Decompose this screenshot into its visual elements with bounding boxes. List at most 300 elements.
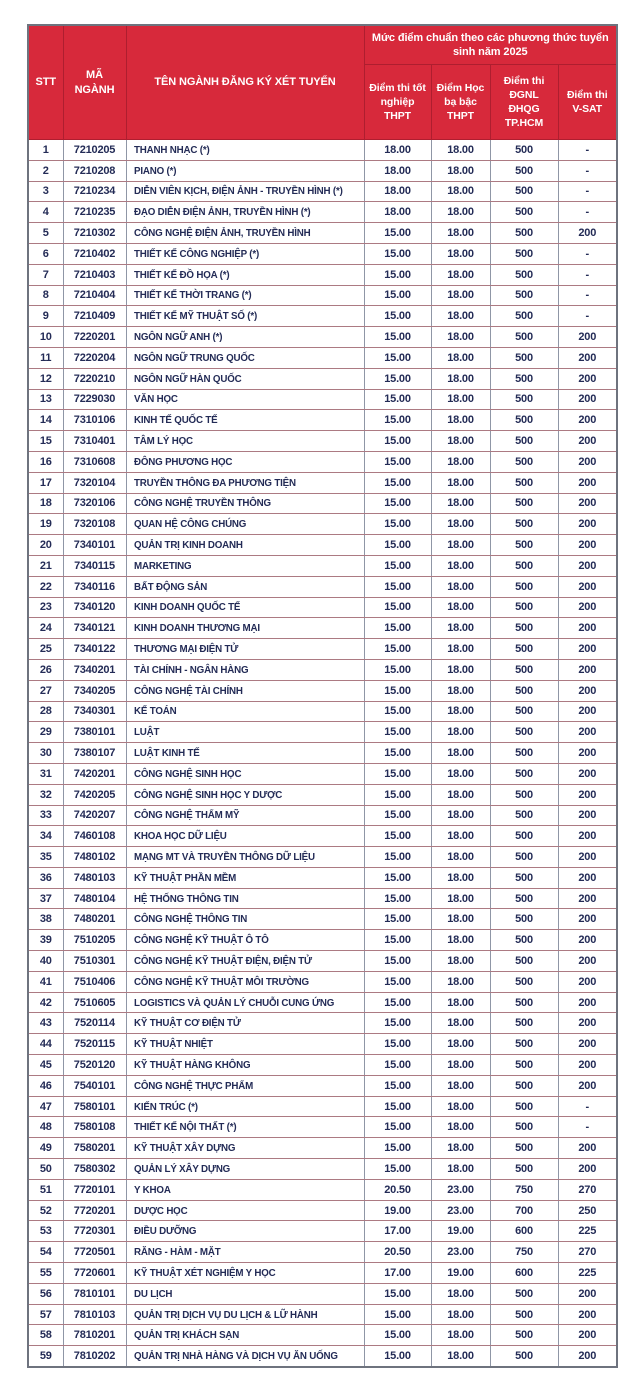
major-code-cell: 7340101	[63, 535, 126, 556]
score-thpt-cell: 15.00	[364, 659, 431, 680]
table-row	[28, 826, 617, 847]
score-hocba-cell: 18.00	[431, 368, 490, 389]
stt-cell: 21	[28, 555, 63, 576]
score-thpt-cell: 15.00	[364, 597, 431, 618]
score-thpt-cell: 15.00	[364, 1075, 431, 1096]
major-code-cell: 7380107	[63, 743, 126, 764]
stt-cell: 17	[28, 472, 63, 493]
stt-cell: 13	[28, 389, 63, 410]
major-name-cell	[126, 930, 364, 951]
score-vsat-cell: 250	[558, 1200, 617, 1221]
stt-cell: 2	[28, 160, 63, 181]
score-hocba-cell: 18.00	[431, 1117, 490, 1138]
major-name-cell	[126, 140, 364, 161]
major-name-cell	[126, 743, 364, 764]
major-name-cell	[126, 847, 364, 868]
score-dgnl-cell: 500	[490, 659, 558, 680]
score-dgnl-cell: 500	[490, 847, 558, 868]
score-vsat-cell: 200	[558, 555, 617, 576]
major-name-cell	[126, 826, 364, 847]
major-code-cell: 7580101	[63, 1096, 126, 1117]
score-hocba-cell: 18.00	[431, 327, 490, 348]
score-hocba-cell: 18.00	[431, 680, 490, 701]
score-thpt-cell: 15.00	[364, 555, 431, 576]
major-name-cell	[126, 701, 364, 722]
major-name-cell	[126, 1242, 364, 1263]
stt-cell: 11	[28, 347, 63, 368]
major-code-cell: 7720101	[63, 1179, 126, 1200]
score-vsat-cell: 200	[558, 368, 617, 389]
score-hocba-cell: 18.00	[431, 223, 490, 244]
score-dgnl-cell: 500	[490, 576, 558, 597]
table-row	[28, 722, 617, 743]
table-row	[28, 1179, 617, 1200]
score-thpt-cell: 15.00	[364, 493, 431, 514]
score-thpt-cell: 15.00	[364, 805, 431, 826]
score-vsat-cell: 200	[558, 659, 617, 680]
major-name-text: NGÔN NGỮ ANH (*)	[133, 331, 222, 344]
major-name-cell	[126, 1138, 364, 1159]
score-vsat-cell: 200	[558, 431, 617, 452]
score-vsat-cell: 200	[558, 597, 617, 618]
score-hocba-cell: 18.00	[431, 867, 490, 888]
score-hocba-cell: 18.00	[431, 576, 490, 597]
score-vsat-cell: 200	[558, 535, 617, 556]
major-code-cell: 7520115	[63, 1034, 126, 1055]
score-thpt-cell: 15.00	[364, 992, 431, 1013]
stt-cell: 31	[28, 763, 63, 784]
score-thpt-cell: 20.50	[364, 1242, 431, 1263]
score-thpt-cell: 15.00	[364, 451, 431, 472]
score-dgnl-cell: 500	[490, 327, 558, 348]
score-hocba-cell: 18.00	[431, 722, 490, 743]
score-vsat-cell: -	[558, 140, 617, 161]
score-dgnl-cell: 500	[490, 701, 558, 722]
score-thpt-cell: 18.00	[364, 202, 431, 223]
major-name-text: THIẾT KẾ NỘI THẤT (*)	[133, 1121, 236, 1134]
major-name-text: CÔNG NGHỆ KỸ THUẬT MÔI TRƯỜNG	[133, 975, 309, 988]
score-dgnl-cell: 500	[490, 1055, 558, 1076]
score-vsat-cell: 200	[558, 971, 617, 992]
score-thpt-cell: 15.00	[364, 410, 431, 431]
major-code-cell: 7210234	[63, 181, 126, 202]
table-row	[28, 368, 617, 389]
score-hocba-cell: 18.00	[431, 1096, 490, 1117]
score-thpt-cell: 15.00	[364, 327, 431, 348]
stt-cell: 39	[28, 930, 63, 951]
major-name-cell	[126, 576, 364, 597]
score-thpt-cell: 18.00	[364, 140, 431, 161]
score-thpt-cell: 15.00	[364, 867, 431, 888]
score-thpt-cell: 15.00	[364, 285, 431, 306]
table-row	[28, 680, 617, 701]
major-name-cell	[126, 639, 364, 660]
stt-cell: 25	[28, 639, 63, 660]
score-hocba-cell: 18.00	[431, 826, 490, 847]
stt-cell: 10	[28, 327, 63, 348]
score-hocba-cell: 18.00	[431, 888, 490, 909]
major-name-text: ĐÔNG PHƯƠNG HỌC	[133, 455, 232, 468]
table-row	[28, 639, 617, 660]
score-vsat-cell: 200	[558, 826, 617, 847]
stt-cell: 34	[28, 826, 63, 847]
major-code-cell: 7210402	[63, 243, 126, 264]
major-code-cell: 7510605	[63, 992, 126, 1013]
major-code-cell: 7420205	[63, 784, 126, 805]
score-hocba-cell: 18.00	[431, 951, 490, 972]
stt-cell: 12	[28, 368, 63, 389]
table-row	[28, 1159, 617, 1180]
score-thpt-cell: 18.00	[364, 181, 431, 202]
major-name-cell	[126, 1346, 364, 1367]
table-row	[28, 1034, 617, 1055]
score-hocba-cell: 18.00	[431, 763, 490, 784]
score-dgnl-cell: 500	[490, 930, 558, 951]
score-dgnl-cell: 500	[490, 1346, 558, 1367]
stt-cell: 27	[28, 680, 63, 701]
score-vsat-cell: 200	[558, 1304, 617, 1325]
stt-cell: 28	[28, 701, 63, 722]
stt-cell: 4	[28, 202, 63, 223]
major-code-cell: 7580201	[63, 1138, 126, 1159]
stt-cell: 24	[28, 618, 63, 639]
score-hocba-cell: 19.00	[431, 1263, 490, 1284]
score-dgnl-cell: 500	[490, 368, 558, 389]
score-vsat-cell: 270	[558, 1179, 617, 1200]
major-name-text: QUAN HỆ CÔNG CHÚNG	[133, 518, 246, 531]
stt-cell: 19	[28, 514, 63, 535]
score-vsat-cell: 200	[558, 992, 617, 1013]
major-name-text: Y KHOA	[133, 1183, 171, 1196]
score-hocba-cell: 18.00	[431, 243, 490, 264]
score-vsat-cell: 200	[558, 493, 617, 514]
table-row	[28, 597, 617, 618]
score-thpt-cell: 15.00	[364, 763, 431, 784]
major-name-text: NGÔN NGỮ TRUNG QUỐC	[133, 351, 255, 364]
table-row	[28, 1346, 617, 1367]
major-code-cell: 7810202	[63, 1346, 126, 1367]
score-vsat-cell: -	[558, 1096, 617, 1117]
score-dgnl-cell: 500	[490, 202, 558, 223]
score-vsat-cell: -	[558, 1117, 617, 1138]
stt-cell: 43	[28, 1013, 63, 1034]
column-header-dgnl-score: Điểm thi ĐGNL ĐHQG TP.HCM	[490, 65, 558, 140]
major-code-cell: 7810101	[63, 1283, 126, 1304]
stt-cell: 7	[28, 264, 63, 285]
score-hocba-cell: 18.00	[431, 659, 490, 680]
table-row	[28, 930, 617, 951]
score-vsat-cell: 200	[558, 847, 617, 868]
stt-cell: 15	[28, 431, 63, 452]
score-dgnl-cell: 500	[490, 1283, 558, 1304]
stt-cell: 29	[28, 722, 63, 743]
score-vsat-cell: 200	[558, 1138, 617, 1159]
score-vsat-cell: 200	[558, 930, 617, 951]
score-hocba-cell: 18.00	[431, 140, 490, 161]
table-row	[28, 992, 617, 1013]
score-thpt-cell: 15.00	[364, 389, 431, 410]
major-name-cell	[126, 784, 364, 805]
score-dgnl-cell: 500	[490, 680, 558, 701]
stt-cell: 35	[28, 847, 63, 868]
stt-cell: 23	[28, 597, 63, 618]
major-name-text: CÔNG NGHỆ THÔNG TIN	[133, 913, 247, 926]
score-hocba-cell: 18.00	[431, 1075, 490, 1096]
score-dgnl-cell: 500	[490, 389, 558, 410]
table-row	[28, 659, 617, 680]
major-code-cell: 7320104	[63, 472, 126, 493]
major-code-cell: 7510205	[63, 930, 126, 951]
major-name-text: KỸ THUẬT CƠ ĐIỆN TỬ	[133, 1017, 241, 1030]
table-row	[28, 1200, 617, 1221]
score-vsat-cell: 200	[558, 1013, 617, 1034]
stt-cell: 20	[28, 535, 63, 556]
score-thpt-cell: 15.00	[364, 847, 431, 868]
score-dgnl-cell: 500	[490, 888, 558, 909]
major-code-cell: 7480201	[63, 909, 126, 930]
score-vsat-cell: 200	[558, 410, 617, 431]
major-code-cell: 7480103	[63, 867, 126, 888]
major-name-text: LUẬT	[133, 726, 159, 739]
table-row	[28, 951, 617, 972]
major-name-text: DU LỊCH	[133, 1287, 172, 1300]
score-dgnl-cell: 500	[490, 867, 558, 888]
table-row	[28, 1325, 617, 1346]
score-dgnl-cell: 700	[490, 1200, 558, 1221]
major-name-text: THIẾT KẾ MỸ THUẬT SỐ (*)	[133, 310, 257, 323]
stt-cell: 47	[28, 1096, 63, 1117]
major-name-cell	[126, 306, 364, 327]
major-code-cell: 7810103	[63, 1304, 126, 1325]
major-name-text: TÀI CHÍNH - NGÂN HÀNG	[133, 663, 248, 676]
score-thpt-cell: 15.00	[364, 1034, 431, 1055]
score-hocba-cell: 18.00	[431, 1034, 490, 1055]
major-name-cell	[126, 410, 364, 431]
column-header-major-name: TÊN NGÀNH ĐĂNG KÝ XÉT TUYỂN	[126, 25, 364, 140]
table-row	[28, 514, 617, 535]
score-hocba-cell: 23.00	[431, 1242, 490, 1263]
score-dgnl-cell: 600	[490, 1221, 558, 1242]
stt-cell: 59	[28, 1346, 63, 1367]
major-name-cell	[126, 535, 364, 556]
major-name-text: CÔNG NGHỆ ĐIỆN ẢNH, TRUYỀN HÌNH	[133, 227, 311, 240]
major-name-text: CÔNG NGHỆ TÀI CHÍNH	[133, 684, 243, 697]
major-name-text: KINH DOANH THƯƠNG MẠI	[133, 622, 260, 635]
stt-cell: 3	[28, 181, 63, 202]
major-code-cell: 7520114	[63, 1013, 126, 1034]
score-thpt-cell: 15.00	[364, 951, 431, 972]
score-dgnl-cell: 500	[490, 514, 558, 535]
score-vsat-cell: 200	[558, 1075, 617, 1096]
score-dgnl-cell: 500	[490, 285, 558, 306]
score-thpt-cell: 15.00	[364, 535, 431, 556]
score-dgnl-cell: 600	[490, 1263, 558, 1284]
major-name-cell	[126, 618, 364, 639]
score-hocba-cell: 23.00	[431, 1179, 490, 1200]
score-vsat-cell: 270	[558, 1242, 617, 1263]
major-code-cell: 7340201	[63, 659, 126, 680]
major-code-cell: 7320108	[63, 514, 126, 535]
stt-cell: 14	[28, 410, 63, 431]
table-row	[28, 451, 617, 472]
table-row	[28, 1117, 617, 1138]
score-vsat-cell: 200	[558, 1034, 617, 1055]
major-name-cell	[126, 493, 364, 514]
score-thpt-cell: 15.00	[364, 243, 431, 264]
column-header-major-code: MÃ NGÀNH	[63, 25, 126, 140]
major-code-cell: 7520120	[63, 1055, 126, 1076]
score-thpt-cell: 15.00	[364, 347, 431, 368]
table-row	[28, 867, 617, 888]
score-dgnl-cell: 500	[490, 555, 558, 576]
major-code-cell: 7540101	[63, 1075, 126, 1096]
score-thpt-cell: 15.00	[364, 576, 431, 597]
table-row	[28, 431, 617, 452]
score-thpt-cell: 15.00	[364, 930, 431, 951]
major-name-text: NGÔN NGỮ HÀN QUỐC	[133, 372, 241, 385]
major-code-cell: 7210208	[63, 160, 126, 181]
major-code-cell: 7210403	[63, 264, 126, 285]
major-name-text: MẠNG MT VÀ TRUYỀN THÔNG DỮ LIỆU	[133, 850, 315, 863]
major-name-text: HỆ THỐNG THÔNG TIN	[133, 892, 239, 905]
score-vsat-cell: -	[558, 285, 617, 306]
score-hocba-cell: 18.00	[431, 1055, 490, 1076]
score-dgnl-cell: 500	[490, 264, 558, 285]
table-row	[28, 1075, 617, 1096]
score-dgnl-cell: 500	[490, 410, 558, 431]
table-row	[28, 784, 617, 805]
table-row	[28, 140, 617, 161]
score-dgnl-cell: 500	[490, 722, 558, 743]
score-thpt-cell: 15.00	[364, 909, 431, 930]
stt-cell: 40	[28, 951, 63, 972]
score-thpt-cell: 15.00	[364, 1159, 431, 1180]
score-hocba-cell: 18.00	[431, 514, 490, 535]
major-name-text: QUẢN TRỊ KINH DOANH	[133, 539, 243, 552]
score-dgnl-cell: 500	[490, 140, 558, 161]
major-code-cell: 7340301	[63, 701, 126, 722]
major-name-cell	[126, 327, 364, 348]
score-hocba-cell: 18.00	[431, 784, 490, 805]
score-vsat-cell: 200	[558, 701, 617, 722]
score-thpt-cell: 15.00	[364, 1013, 431, 1034]
table-row	[28, 243, 617, 264]
major-name-cell	[126, 951, 364, 972]
major-name-text: KINH TẾ QUỐC TẾ	[133, 414, 217, 427]
score-dgnl-cell: 500	[490, 1304, 558, 1325]
stt-cell: 56	[28, 1283, 63, 1304]
score-vsat-cell: 200	[558, 451, 617, 472]
column-header-thpt-exam-score: Điểm thi tốt nghiệp THPT	[364, 65, 431, 140]
table-row	[28, 1096, 617, 1117]
stt-cell: 46	[28, 1075, 63, 1096]
major-name-cell	[126, 1096, 364, 1117]
column-group-header-2025-methods: Mức điểm chuẩn theo các phương thức tuyển sinh năm 2025	[364, 25, 617, 65]
score-vsat-cell: 200	[558, 347, 617, 368]
major-name-cell	[126, 472, 364, 493]
score-hocba-cell: 18.00	[431, 1283, 490, 1304]
major-name-text: ĐIỀU DƯỠNG	[133, 1225, 196, 1238]
major-name-text: KỸ THUẬT NHIỆT	[133, 1038, 213, 1051]
major-name-cell	[126, 202, 364, 223]
score-thpt-cell: 15.00	[364, 306, 431, 327]
stt-cell: 8	[28, 285, 63, 306]
score-vsat-cell: 200	[558, 867, 617, 888]
major-name-cell	[126, 555, 364, 576]
major-code-cell: 7720601	[63, 1263, 126, 1284]
table-row	[28, 1221, 617, 1242]
score-hocba-cell: 18.00	[431, 639, 490, 660]
score-vsat-cell: 200	[558, 1159, 617, 1180]
major-code-cell: 7480102	[63, 847, 126, 868]
major-name-cell	[126, 763, 364, 784]
score-vsat-cell: -	[558, 243, 617, 264]
major-name-text: RĂNG - HÀM - MẶT	[133, 1246, 221, 1259]
major-name-cell	[126, 1200, 364, 1221]
score-thpt-cell: 15.00	[364, 680, 431, 701]
stt-cell: 51	[28, 1179, 63, 1200]
major-name-text: THANH NHẠC (*)	[133, 143, 210, 156]
major-name-cell	[126, 223, 364, 244]
score-hocba-cell: 18.00	[431, 1346, 490, 1367]
score-hocba-cell: 18.00	[431, 306, 490, 327]
score-vsat-cell: -	[558, 160, 617, 181]
major-name-cell	[126, 1304, 364, 1325]
major-code-cell: 7810201	[63, 1325, 126, 1346]
score-thpt-cell: 15.00	[364, 743, 431, 764]
major-name-cell	[126, 971, 364, 992]
score-thpt-cell: 15.00	[364, 1346, 431, 1367]
major-name-cell	[126, 1221, 364, 1242]
major-name-text: KIẾN TRÚC (*)	[133, 1100, 198, 1113]
major-name-text: KỸ THUẬT XÉT NGHIỆM Y HỌC	[133, 1266, 275, 1279]
major-code-cell: 7320106	[63, 493, 126, 514]
table-row	[28, 618, 617, 639]
table-body	[28, 140, 617, 1367]
table-row	[28, 202, 617, 223]
table-row	[28, 1013, 617, 1034]
stt-cell: 48	[28, 1117, 63, 1138]
major-name-text: CÔNG NGHỆ THỰC PHẨM	[133, 1079, 253, 1092]
major-code-cell: 7460108	[63, 826, 126, 847]
major-code-cell: 7310401	[63, 431, 126, 452]
score-hocba-cell: 18.00	[431, 535, 490, 556]
table-row	[28, 493, 617, 514]
score-thpt-cell: 15.00	[364, 1096, 431, 1117]
major-name-cell	[126, 888, 364, 909]
score-vsat-cell: 200	[558, 472, 617, 493]
stt-cell: 57	[28, 1304, 63, 1325]
score-dgnl-cell: 500	[490, 160, 558, 181]
score-vsat-cell: 200	[558, 909, 617, 930]
stt-cell: 18	[28, 493, 63, 514]
major-code-cell: 7340116	[63, 576, 126, 597]
score-vsat-cell: -	[558, 202, 617, 223]
table-row	[28, 888, 617, 909]
score-hocba-cell: 18.00	[431, 847, 490, 868]
major-code-cell: 7220204	[63, 347, 126, 368]
stt-cell: 50	[28, 1159, 63, 1180]
table-row	[28, 410, 617, 431]
stt-cell: 26	[28, 659, 63, 680]
stt-cell: 38	[28, 909, 63, 930]
stt-cell: 37	[28, 888, 63, 909]
score-dgnl-cell: 750	[490, 1179, 558, 1200]
score-hocba-cell: 18.00	[431, 618, 490, 639]
major-name-cell	[126, 1117, 364, 1138]
score-hocba-cell: 18.00	[431, 181, 490, 202]
major-name-text: THIẾT KẾ ĐỒ HỌA (*)	[133, 268, 229, 281]
